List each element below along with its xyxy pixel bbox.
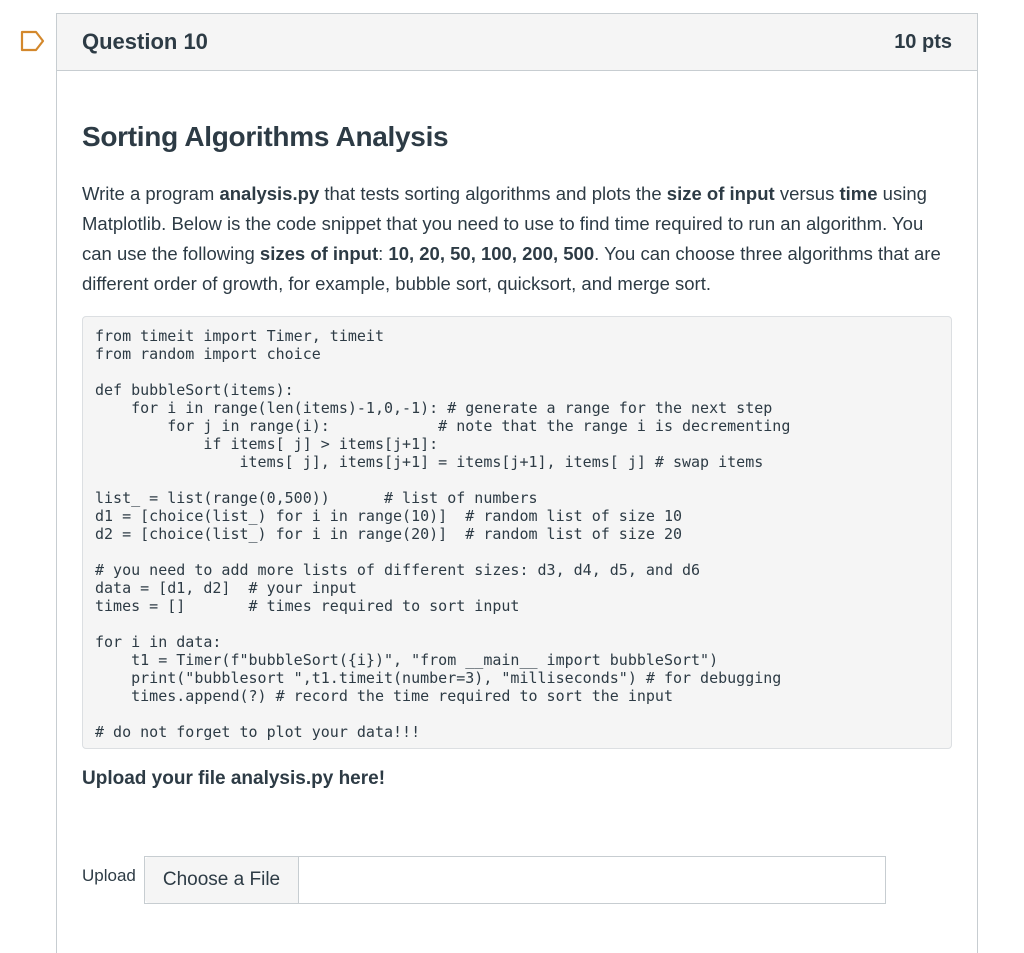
question-heading: Sorting Algorithms Analysis: [82, 121, 449, 152]
flag-question-icon[interactable]: [20, 30, 46, 52]
desc-text: versus: [774, 183, 840, 204]
code-line: [95, 471, 939, 489]
code-line: d2 = [choice(list_) for i in range(20)] # random list of size 20: [95, 525, 682, 543]
desc-text: . You can choose three algorithms that are different order of growth, for example, bubble sort, quicksort, and merge sort.: [82, 243, 941, 294]
upload-label: Upload: [82, 866, 136, 885]
desc-bold: time: [839, 183, 878, 204]
question-description: [82, 179, 952, 299]
question-points: 10 pts: [894, 30, 952, 53]
desc-text: :: [378, 243, 389, 264]
code-line: list_ = list(range(0,500)) # list of numbers: [95, 489, 538, 507]
question-panel: [56, 13, 978, 953]
code-line: t1 = Timer(f"bubbleSort({i})", "from __main__ import bubbleSort"): [95, 651, 719, 669]
desc-text: Write a program: [82, 183, 220, 204]
desc-bold: 10, 20, 50, 100, 200, 500: [388, 243, 595, 264]
code-line: from random import choice: [95, 345, 321, 363]
file-input[interactable]: [144, 856, 886, 904]
desc-bold: sizes of input: [259, 243, 379, 264]
code-line: if items[ j] > items[j+1]:: [95, 435, 439, 453]
desc-bold: analysis.py: [219, 183, 320, 204]
code-line: d1 = [choice(list_) for i in range(10)] # random list of size 10: [95, 507, 682, 525]
code-line: [95, 705, 939, 723]
code-line: [95, 615, 939, 633]
desc-text: using Matplotlib. Below is the code snippet that you need to use to find time required to run an algorithm. You can use the following: [82, 183, 927, 264]
code-line: times.append(?) # record the time required to sort the input: [95, 687, 673, 705]
desc-text: that tests sorting algorithms and plots the: [319, 183, 667, 204]
code-line: [95, 543, 939, 561]
question-title: Question 10: [82, 29, 208, 54]
question-content: [57, 121, 977, 790]
code-line: for i in range(len(items)-1,0,-1): # generate a range for the next step: [95, 399, 773, 417]
desc-bold: size of input: [666, 183, 775, 204]
upload-row: [82, 856, 886, 904]
question-header: [57, 14, 977, 71]
upload-heading: Upload your file analysis.py here!: [82, 768, 386, 789]
choose-file-button[interactable]: Choose a File: [145, 857, 299, 903]
code-line: for i in data:: [95, 633, 222, 651]
code-line: from timeit import Timer, timeit: [95, 327, 384, 345]
code-line: # do not forget to plot your data!!!: [95, 723, 421, 741]
code-line: times = [] # times required to sort input: [95, 597, 520, 615]
code-line: items[ j], items[j+1] = items[j+1], items[ j] # swap items: [95, 453, 764, 471]
code-snippet: [82, 316, 952, 749]
code-line: print("bubblesort ",t1.timeit(number=3), "milliseconds") # for debugging: [95, 669, 782, 687]
code-line: for j in range(i): # note that the range i is decrementing: [95, 417, 791, 435]
code-line: # you need to add more lists of different sizes: d3, d4, d5, and d6: [95, 561, 701, 579]
code-line: def bubbleSort(items):: [95, 381, 294, 399]
code-line: [95, 363, 939, 381]
selected-file-name: [299, 857, 885, 903]
code-line: data = [d1, d2] # your input: [95, 579, 357, 597]
